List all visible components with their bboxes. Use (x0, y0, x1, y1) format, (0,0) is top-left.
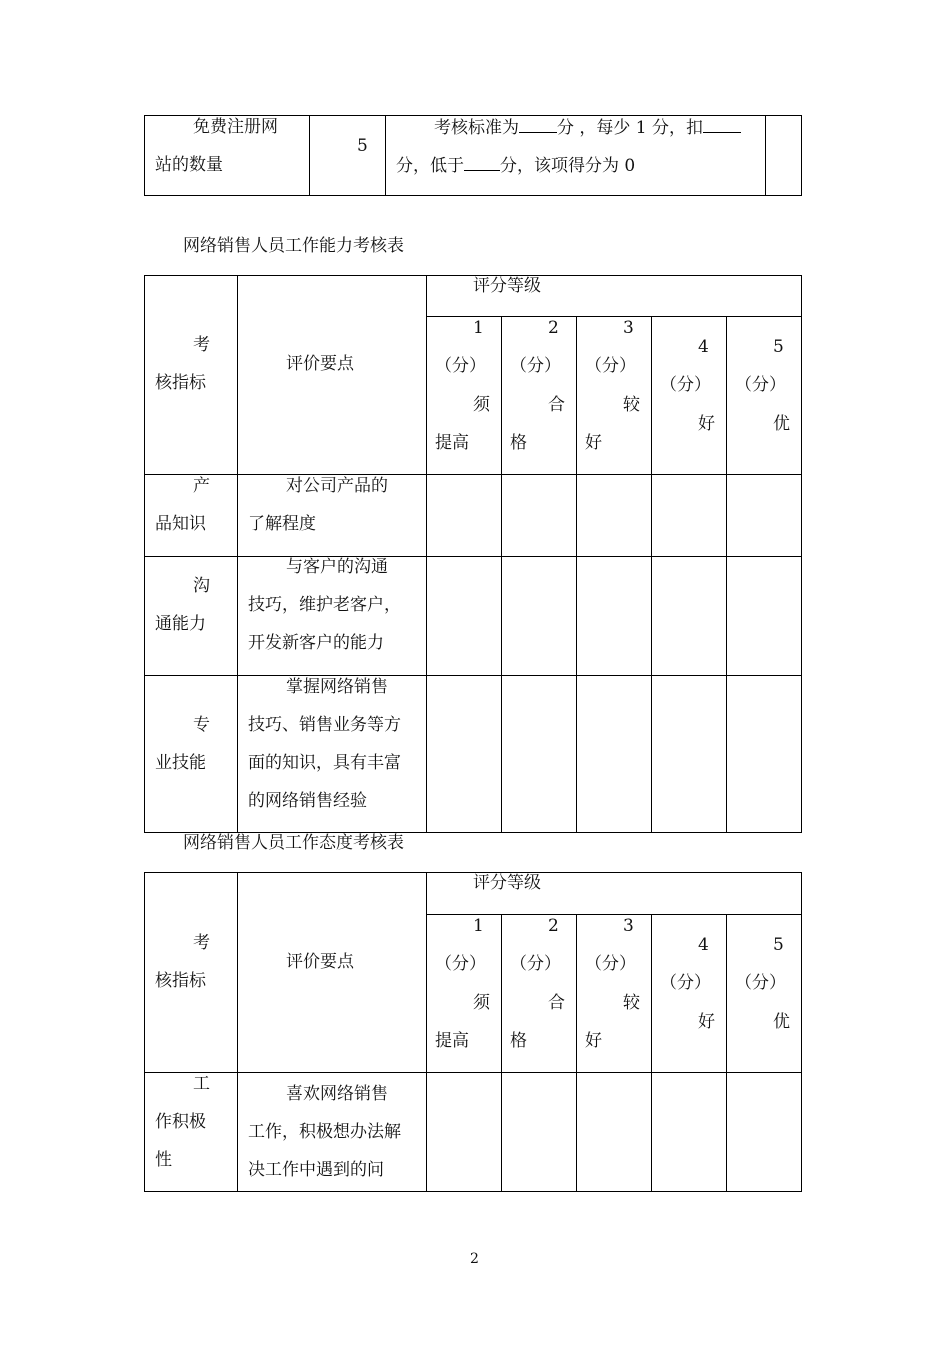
grade-label: 好 (585, 1031, 602, 1051)
grade-label: 格 (510, 433, 527, 453)
grade-label: 优 (773, 414, 790, 434)
row-indicator: 专 (193, 715, 210, 735)
ability-table-title: 网络销售人员工作能力考核表 (183, 236, 404, 256)
standard-text: 分，低于 分，该项得分为 0 (396, 156, 636, 176)
row-points: 与客户的沟通 (286, 557, 388, 577)
standard-text: 考核标准为 分 ，每少 1 分，扣 (434, 117, 741, 138)
grade-label: 较 (623, 395, 640, 415)
header-indicator: 核指标 (155, 971, 206, 991)
grade-number: 5 (773, 337, 784, 357)
grade-label: 须 (473, 395, 490, 415)
grade-number: 1 (473, 916, 484, 936)
grade-number: 2 (548, 318, 559, 338)
row-points: 对公司产品的 (286, 476, 388, 496)
row-points: 的网络销售经验 (248, 791, 367, 811)
grade-unit: （分） (585, 356, 636, 376)
grade-label: 格 (510, 1031, 527, 1051)
grade-unit: （分） (435, 954, 486, 974)
row-indicator: 通能力 (155, 614, 206, 634)
grade-unit: （分） (660, 375, 711, 395)
row-indicator: 性 (155, 1150, 172, 1170)
row-points: 掌握网络销售 (286, 677, 388, 697)
header-indicator: 考 (193, 335, 210, 355)
row-indicator: 业技能 (155, 753, 206, 773)
header-indicator: 核指标 (155, 373, 206, 393)
row-indicator: 工 (193, 1074, 210, 1094)
row-points: 了解程度 (248, 514, 316, 534)
row-points: 面的知识，具有丰富 (248, 753, 401, 773)
grade-label: 须 (473, 993, 490, 1013)
grade-unit: （分） (510, 356, 561, 376)
grade-unit: （分） (660, 973, 711, 993)
grade-label: 好 (698, 1012, 715, 1032)
grade-number: 4 (698, 337, 709, 357)
grade-unit: （分） (735, 973, 786, 993)
grade-unit: （分） (735, 375, 786, 395)
grade-number: 3 (623, 318, 634, 338)
row-indicator: 品知识 (155, 514, 206, 534)
header-grade: 评分等级 (473, 276, 541, 296)
grade-unit: （分） (585, 954, 636, 974)
row-points: 技巧，维护老客户， (248, 595, 401, 615)
page-number: 2 (470, 1251, 479, 1267)
grade-label: 好 (698, 414, 715, 434)
attitude-table-title: 网络销售人员工作态度考核表 (183, 833, 404, 853)
grade-number: 4 (698, 935, 709, 955)
grade-label: 提高 (435, 1031, 469, 1051)
row-points: 技巧、销售业务等方 (248, 715, 401, 735)
grade-label: 合 (548, 993, 565, 1013)
header-indicator: 考 (193, 933, 210, 953)
weight-value: 5 (357, 136, 368, 156)
grade-number: 1 (473, 318, 484, 338)
grade-number: 3 (623, 916, 634, 936)
row-points: 决工作中遇到的问 (248, 1160, 384, 1180)
row-points: 开发新客户的能力 (248, 633, 384, 653)
grade-number: 5 (773, 935, 784, 955)
indicator-text: 免费注册网 (193, 117, 278, 137)
row-points: 工作，积极想办法解 (248, 1122, 401, 1142)
header-grade: 评分等级 (473, 873, 541, 893)
grade-number: 2 (548, 916, 559, 936)
grade-label: 提高 (435, 433, 469, 453)
grade-label: 优 (773, 1012, 790, 1032)
row-indicator: 产 (193, 476, 210, 496)
header-points: 评价要点 (286, 952, 354, 972)
row-indicator: 沟 (193, 576, 210, 596)
grade-unit: （分） (510, 954, 561, 974)
header-points: 评价要点 (286, 354, 354, 374)
grade-label: 好 (585, 433, 602, 453)
row-indicator: 作积极 (155, 1112, 206, 1132)
indicator-text: 站的数量 (155, 155, 223, 175)
grade-label: 合 (548, 395, 565, 415)
row-points: 喜欢网络销售 (286, 1084, 388, 1104)
grade-label: 较 (623, 993, 640, 1013)
grade-unit: （分） (435, 356, 486, 376)
